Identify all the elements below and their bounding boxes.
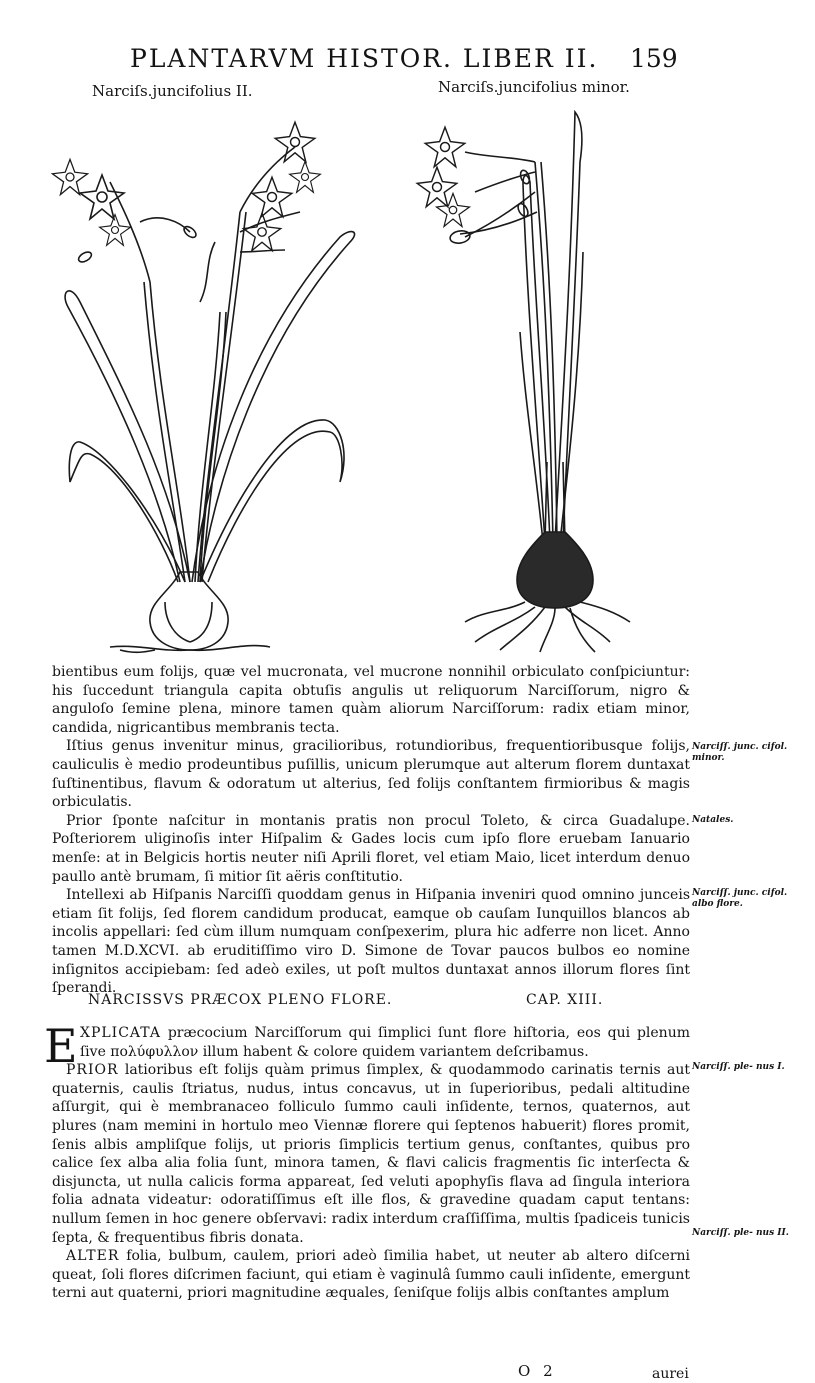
running-head: PLANTARVM HISTOR. LIBER II. — [130, 44, 599, 73]
figure-caption-right: Narciſs.juncifolius minor. — [438, 78, 630, 96]
margin-note: Narciſſ. ple- nus I. — [692, 1062, 785, 1072]
description-upper — [52, 663, 690, 998]
woodcut-narcissus-juncifolius-ii — [40, 102, 370, 657]
chapter-title: NARCISSVS PRÆCOX PLENO FLORE. — [88, 992, 393, 1008]
page-number: 159 — [630, 44, 678, 73]
margin-note: Natales. — [692, 815, 734, 825]
paragraph: Intellexi ab Hiſpanis Narciſſi quoddam genus in Hiſpania inveniri quod omnino junceis etiam ſit folijs, ſed florem candidum producat, eamque ob cauſam Iunquillos blancos ab incolis appellari: ſed cùm illum numquam conſpexerim, plura hic adferre non licet. Anno tamen M.D.XCVI. ab eruditiſſimo viro D. Simone de Tovar paucos bulbos eo nomine inſignitos accipiebam: ſed adeò exiles, ut poſt multos duntaxat annos illorum flores ſint ſperandi. — [52, 887, 690, 997]
drop-capital: E — [44, 1019, 78, 1073]
chapter-number: CAP. XIII. — [526, 992, 604, 1008]
paragraph: PRIOR latioribus eſt folijs quàm primus ſimplex, & quodammodo carinatis ternis aut quaternis, caulis ſtriatus, nudus, intus concavus, ut in ſuperioribus, pedali altitudine aſſurgit, qui è membranaceo folliculo ſummo cauli inſidente, ternos, quaternos, aut plures (nam memini in hortulo meo Viennæ florere qui ſeptenos habuerit) flores promit, ſenis albis ampliſque folijs, ut prioris ſimplicis tertium genus, conſtantes, quibus pro calice ſex alba alia folia ſunt, minora tamen, & flavi calicis fragmentis ſic interſecta & disjuncta, ut nulla calicis forma appareat, ſed veluti apophyſis flava ad ſingula interiora folia adnata videatur: odoratiſſimus eſt ille flos, & gravedine quadam caput tentans: nullum ſemen in hoc genere obſervavi: radix interdum craſſiſſima, multis ſpadiceis tunicis ſepta, & frequentibus fibris donata. — [52, 1062, 690, 1246]
catchword: aurei — [652, 1366, 689, 1382]
paragraph: Prior ſponte naſcitur in montanis pratis non procul Toleto, & circa Guadalupe. Poſteriorem uliginoſis inter Hiſpalim & Gades locis cum ipſo flore eruebam Ianuario menſe: at in Belgicis hortis neuter niſi Aprili floret, vel etiam Maio, licet interdum denuo paullo antè brumam, ſi mitior ſit aëris conſtitutio. — [52, 812, 690, 885]
margin-note: Narciſſ. junc. cifol. minor. — [692, 742, 788, 763]
margin-note: Narciſſ. junc. cifol. albo flore. — [692, 888, 788, 909]
paragraph: ALTER folia, bulbum, caulem, priori adeò ſimilia habet, ut neuter ab altero diſcerni queat, ſoli flores diſcrimen faciunt, qui etiam è vaginulâ ſummo cauli inſidente, emergunt terni aut quaterni, priori magnitudine æquales, ſeniſque folijs albis conſtantes amplum — [52, 1248, 691, 1302]
description-lower — [52, 1024, 690, 1303]
paragraph: bientibus eum folijs, quæ vel mucronata, vel mucrone nonnihil orbiculato conſpiciuntur: his ſuccedunt triangula capita obtuſis angulis ut reliquorum Narciſſorum, nigro & anguloſo ſemine plena, minore tamen quàm aliorum Narciſſorum: radix etiam minor, candida, nigricantibus membranis tecta. — [52, 664, 690, 736]
woodcut-narcissus-juncifolius-minor — [405, 102, 645, 657]
paragraph: Iſtius genus invenitur minus, gracilioribus, rotundioribus, frequentioribusque folijs, cauliculis è medio prodeuntibus puſillis, unicum plerumque aut alterum florem duntaxat ſuſtinentibus, flavum & odoratum ut alterius, ſed folijs conſtantem firmioribus & magis orbiculatis. — [52, 738, 690, 811]
figure-caption-left: Narciſs.juncifolius II. — [92, 82, 253, 100]
paragraph: XPLICATA præcocium Narciſſorum qui ſimplici ſunt flore hiſtoria, eos qui plenum ſive πολύφυλλον illum habent & colore quidem variantem deſcribamus. — [80, 1025, 690, 1060]
signature-mark: O 2 — [518, 1362, 557, 1380]
margin-note: Narciſſ. ple- nus II. — [692, 1228, 789, 1238]
